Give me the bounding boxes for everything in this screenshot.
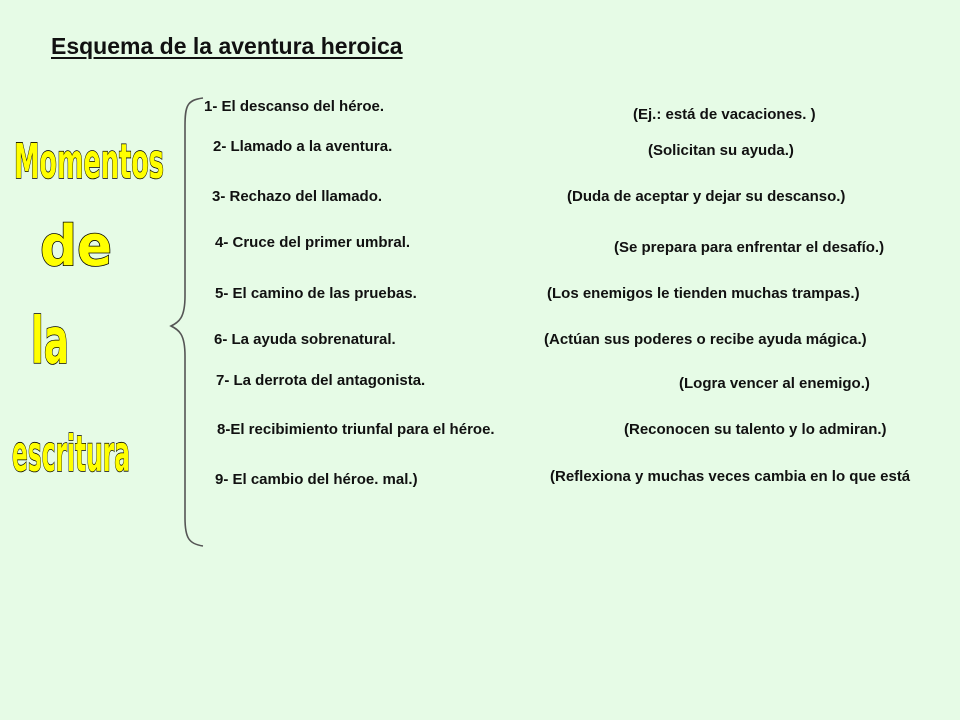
curly-brace — [165, 96, 215, 548]
note-7: (Logra vencer al enemigo.) — [679, 375, 870, 392]
stage-5: 5- El camino de las pruebas. — [215, 285, 417, 302]
note-3: (Duda de aceptar y dejar su descanso.) — [567, 188, 846, 205]
stage-6: 6- La ayuda sobrenatural. — [214, 331, 396, 348]
stage-2: 2- Llamado a la aventura. — [213, 138, 393, 155]
slide-title: Esquema de la aventura heroica — [51, 33, 403, 59]
stage-9: 9- El cambio del héroe. mal.) — [215, 471, 418, 488]
stage-7: 7- La derrota del antagonista. — [216, 372, 426, 389]
note-5: (Los enemigos le tienden muchas trampas.) — [547, 285, 860, 302]
note-6: (Actúan sus poderes o recibe ayuda mágica.) — [544, 331, 867, 348]
note-2: (Solicitan su ayuda.) — [648, 142, 794, 159]
stage-4: 4- Cruce del primer umbral. — [215, 234, 411, 251]
note-8: (Reconocen su talento y lo admiran.) — [624, 421, 887, 438]
note-9: (Reflexiona y muchas veces cambia en lo que está — [550, 468, 911, 485]
wordart-line-2: de — [40, 214, 112, 279]
wordart-line-4: escritura — [12, 425, 130, 483]
wordart-momentos-de-la-escritura — [0, 105, 175, 495]
stage-8: 8-El recibimiento triunfal para el héroe. — [217, 421, 495, 438]
stage-1: 1- El descanso del héroe. — [204, 98, 385, 115]
wordart-line-3: la — [31, 305, 69, 379]
wordart-line-1: Momentos — [14, 134, 164, 190]
note-4: (Se prepara para enfrentar el desafío.) — [614, 239, 885, 256]
note-1: (Ej.: está de vacaciones. ) — [633, 106, 816, 123]
stage-3: 3- Rechazo del llamado. — [212, 188, 383, 205]
